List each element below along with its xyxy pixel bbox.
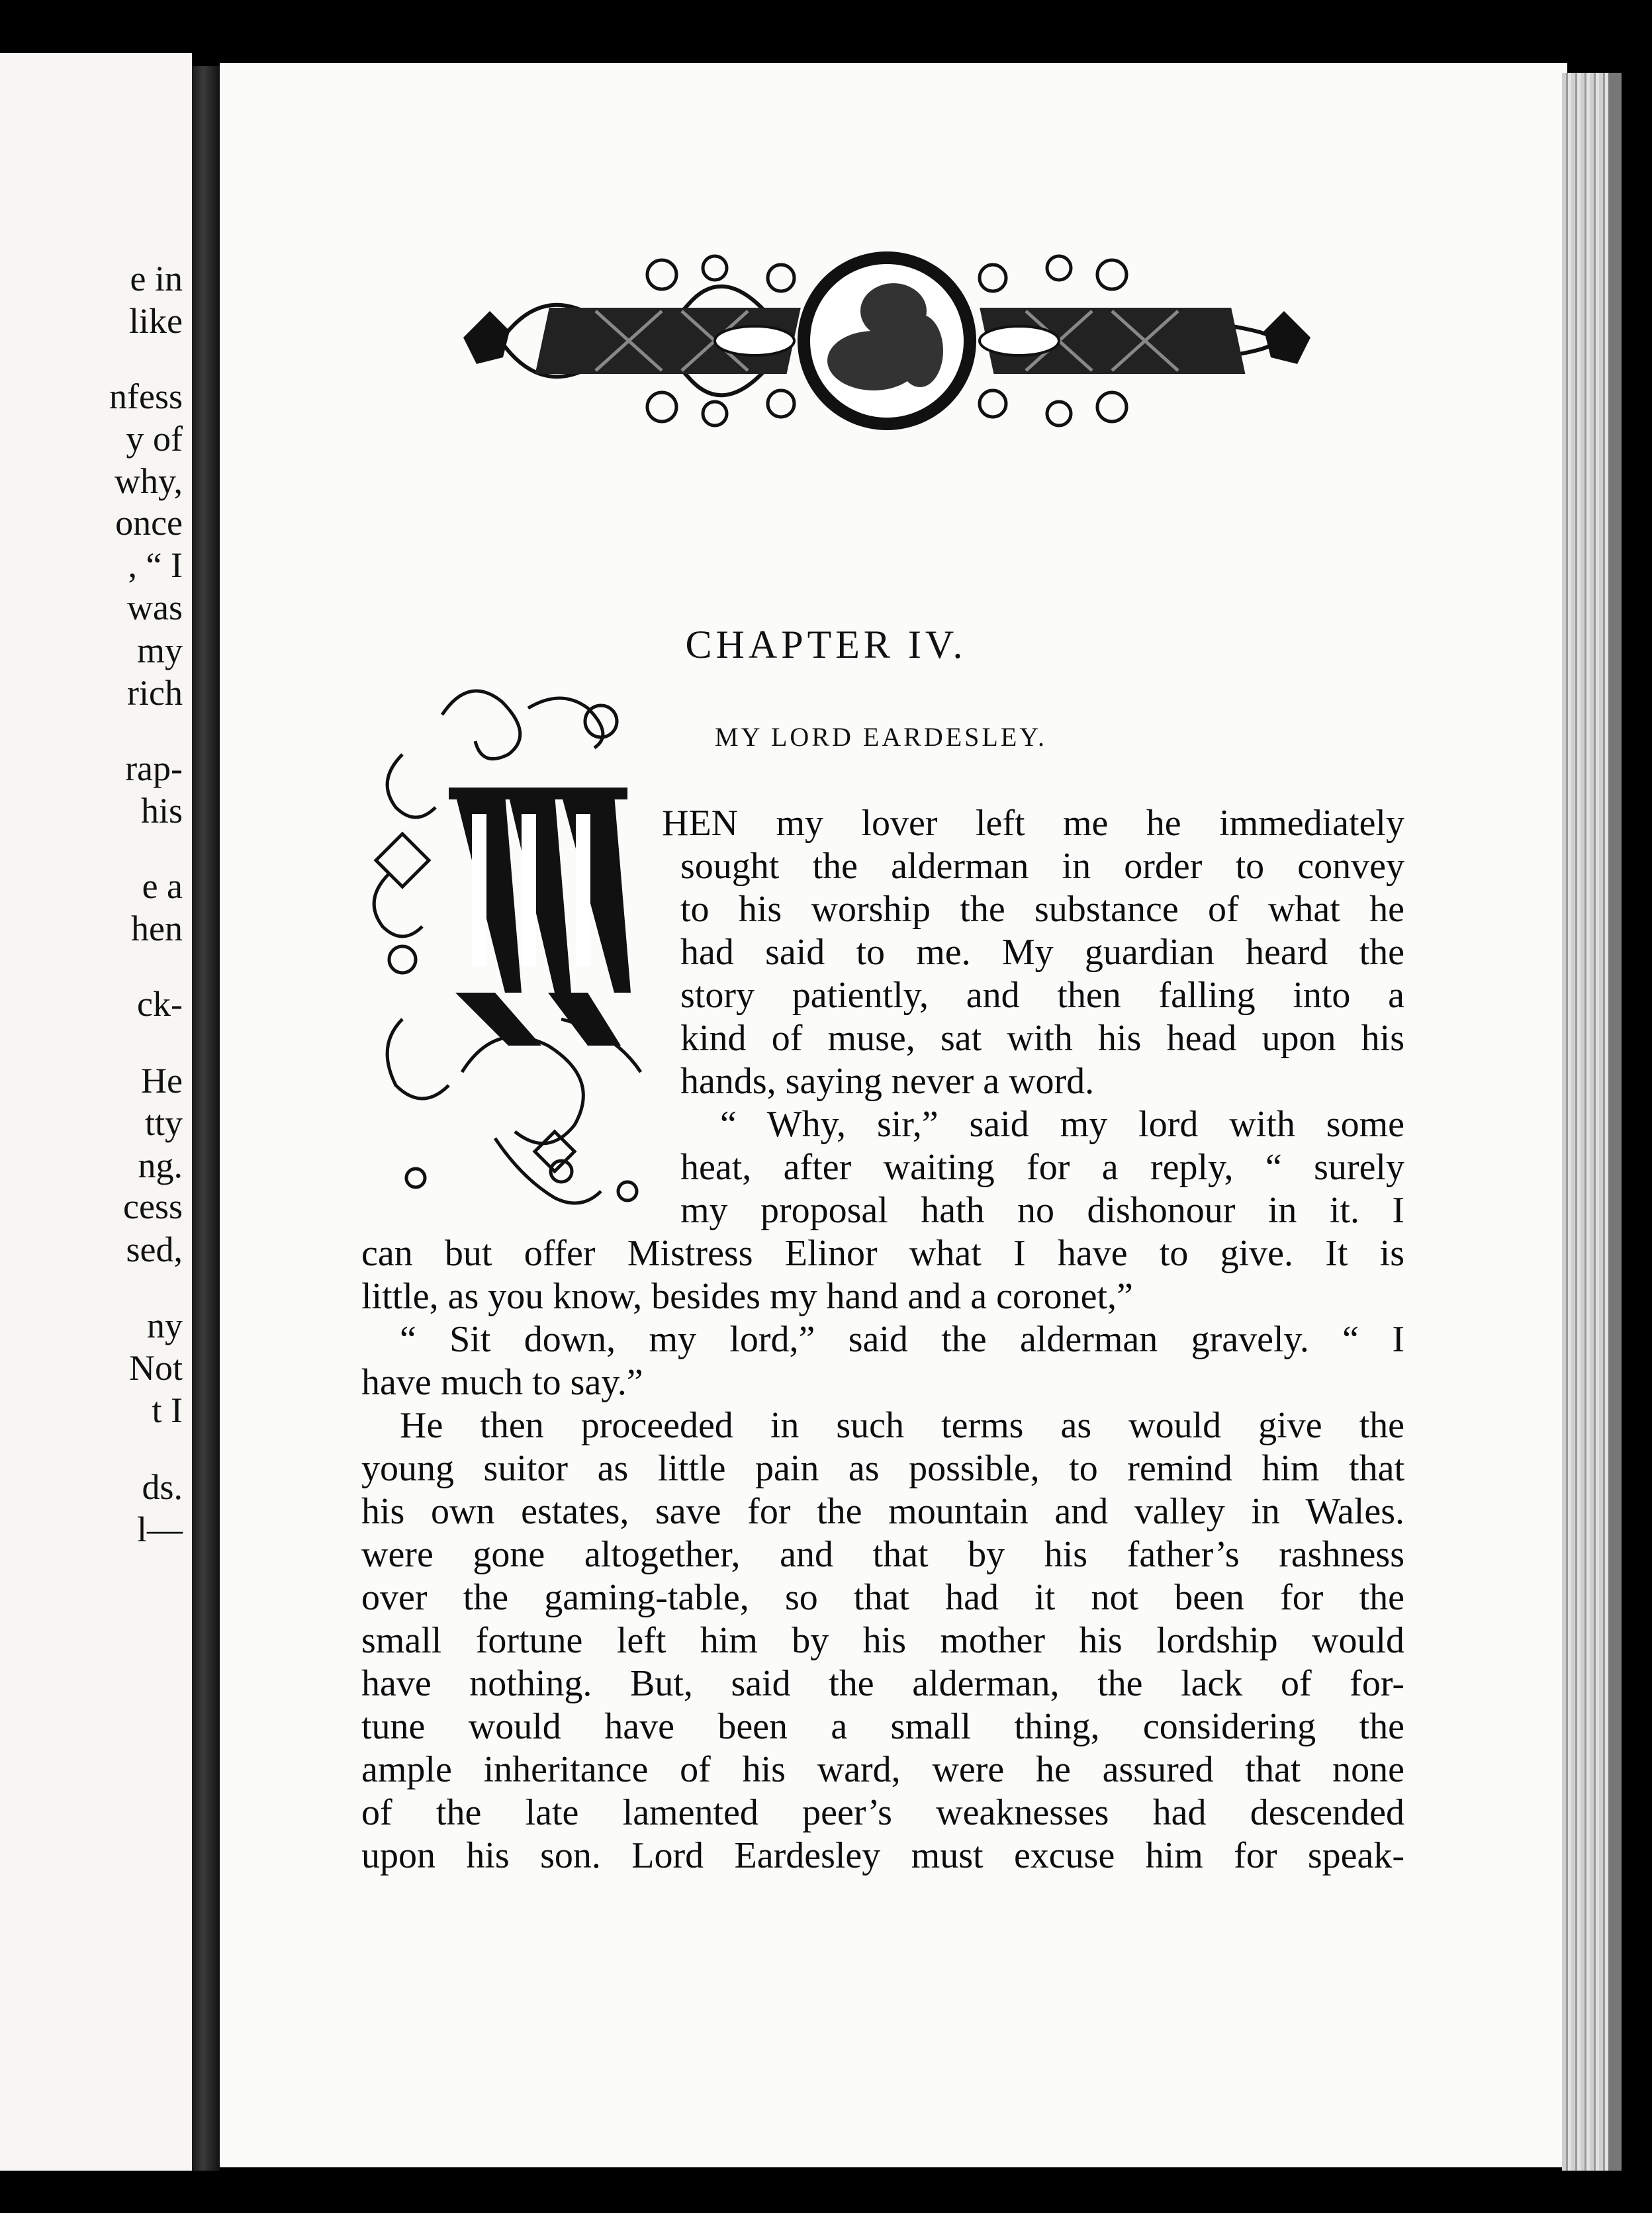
facing-page-line: He	[141, 1061, 183, 1101]
text-line: have much to say.”	[361, 1362, 643, 1403]
facing-page-line: cess	[123, 1187, 183, 1226]
text-line: ample inheritance of his ward, were he assured that none	[361, 1749, 1404, 1790]
text-line: had said to me. My guardian heard the	[680, 932, 1404, 973]
facing-page-line: his	[140, 791, 183, 831]
text-line: were gone altogether, and that by his father’s rashness	[361, 1534, 1404, 1575]
text-line: kind of muse, sat with his head upon his	[680, 1018, 1404, 1059]
facing-page-line: hen	[131, 909, 183, 948]
chapter-title: MY LORD EARDESLEY.	[715, 722, 1048, 752]
page-edges	[1562, 73, 1608, 2171]
facing-page-line: once	[115, 503, 183, 543]
text-line: of the late lamented peer’s weaknesses had descended	[361, 1792, 1404, 1833]
text-line: “ Why, sir,” said my lord with some	[720, 1104, 1404, 1145]
facing-page-line: ds.	[142, 1467, 183, 1507]
facing-page-line: e in	[130, 259, 183, 298]
text-line: have nothing. But, said the alderman, the lack of for-	[361, 1663, 1404, 1704]
decorated-initial	[363, 675, 654, 1218]
facing-page-line: e a	[142, 866, 183, 906]
text-line: hands, saying never a word.	[680, 1061, 1095, 1102]
chapter-heading: CHAPTER IV.	[685, 623, 967, 666]
facing-page-line: tty	[144, 1103, 183, 1143]
cover-edge	[1608, 73, 1622, 2171]
text-line: my proposal hath no dishonour in it. I	[680, 1190, 1404, 1231]
text-line: heat, after waiting for a reply, “ surely	[680, 1147, 1404, 1188]
text-line: He then proceeded in such terms as would give the	[400, 1405, 1404, 1446]
facing-page-line: sed,	[126, 1230, 183, 1269]
facing-page-line: like	[129, 301, 183, 341]
text-line: young suitor as little pain as possible, to remind him that	[361, 1448, 1404, 1489]
facing-page-line: Not	[129, 1348, 183, 1388]
facing-page-line: nfess	[109, 377, 183, 416]
facing-page-line: t I	[152, 1390, 183, 1430]
facing-page-line: y of	[126, 419, 183, 459]
text-line: HEN my lover left me he immediately	[662, 803, 1404, 844]
text-line: his own estates, save for the mountain and valley in Wales.	[361, 1491, 1404, 1532]
facing-page-line: ck-	[137, 984, 183, 1024]
text-line: can but offer Mistress Elinor what I have to give. It is	[361, 1233, 1404, 1274]
facing-page-line: rich	[127, 673, 183, 713]
book-gutter	[192, 66, 220, 2171]
facing-page-line: l—	[136, 1510, 183, 1549]
facing-page-line: rap-	[125, 748, 183, 788]
facing-page-line: ng.	[138, 1146, 183, 1185]
facing-page-line: ny	[147, 1306, 183, 1345]
text-line: to his worship the substance of what he	[680, 889, 1404, 930]
facing-page-line: my	[136, 631, 183, 670]
headpiece-ornament-icon	[463, 245, 1310, 437]
text-line: over the gaming-table, so that had it not been for the	[361, 1577, 1404, 1618]
text-line: “ Sit down, my lord,” said the alderman gravely. “ I	[400, 1319, 1404, 1360]
text-line: little, as you know, besides my hand and a coronet,”	[361, 1276, 1133, 1317]
text-line: small fortune left him by his mother his lordship would	[361, 1620, 1404, 1661]
text-line: story patiently, and then falling into a	[680, 975, 1404, 1016]
facing-page-line: was	[127, 588, 183, 627]
facing-page-line: why,	[115, 461, 183, 501]
facing-page-line: , “ I	[128, 545, 183, 585]
text-line: upon his son. Lord Eardesley must excuse him for speak-	[361, 1835, 1404, 1876]
text-line: sought the alderman in order to convey	[680, 846, 1404, 887]
facing-page	[0, 53, 192, 2171]
text-line: tune would have been a small thing, considering the	[361, 1706, 1404, 1747]
